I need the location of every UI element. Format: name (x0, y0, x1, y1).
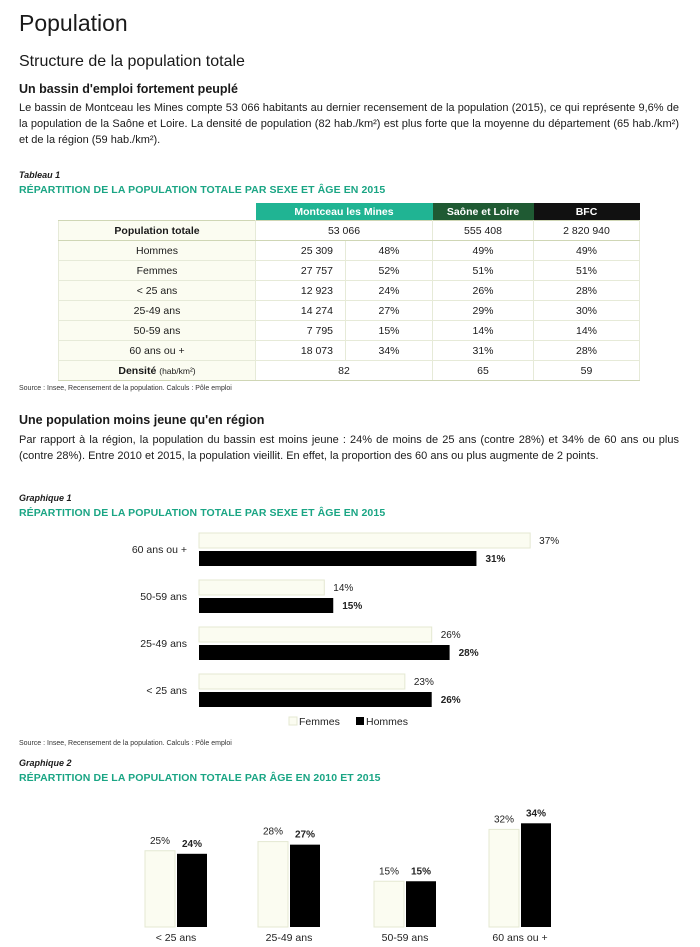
cell-saone: 14% (433, 321, 534, 341)
cell-bfc: 28% (534, 281, 640, 301)
table-header-row (59, 203, 640, 221)
data-label: 15% (410, 866, 432, 878)
category-label: 50-59 ans (140, 591, 187, 603)
bar-femmes (199, 627, 432, 642)
row-label: 50-59 ans (59, 321, 256, 341)
bar-hommes (199, 645, 450, 660)
density-unit: (hab/km²) (159, 365, 196, 376)
legend-label: Femmes (299, 716, 340, 728)
bar-light (145, 851, 175, 927)
data-label: 15% (342, 601, 363, 612)
category-label: 60 ans ou + (131, 544, 187, 556)
row-label: < 25 ans (59, 281, 256, 301)
data-label: 37% (539, 536, 560, 547)
cell-bfc: 2 820 940 (534, 221, 640, 241)
cell-count: 7 795 (256, 321, 346, 341)
data-label: 34% (525, 808, 547, 820)
cell-pct: 24% (346, 281, 433, 301)
table-row (59, 321, 640, 341)
table1-label: Tableau 1 (19, 170, 61, 180)
bar-hommes (199, 598, 333, 613)
cell-count: 12 923 (256, 281, 346, 301)
cell-count: 25 309 (256, 241, 346, 261)
table-row (59, 261, 640, 281)
data-label: 15% (378, 866, 400, 878)
table-row-density (59, 361, 640, 381)
data-label: 26% (440, 630, 461, 641)
section2-text: Par rapport à la région, la population du bassin est moins jeune : 24% de moins de 25 ans (contre 28%) et 34% de 60 ans ou plus (contre 28%). Entre 2010 et 2015, la population vieillit. En effet, la proportion des 60 ans ou plus augmente de 2 points. (19, 434, 679, 462)
cell-count: 14 274 (256, 301, 346, 321)
population-table (58, 203, 640, 381)
graph1-source: Source : Insee, Recensement de la population. Calculs : Pôle emploi (19, 740, 232, 747)
legend-swatch-femmes (289, 717, 297, 725)
category-label: 25-49 ans (265, 932, 313, 944)
cell-count: 27 757 (256, 261, 346, 281)
cell-bfc: 51% (534, 261, 640, 281)
col-saone: Saône et Loire (433, 203, 534, 221)
section1-text: Le bassin de Montceau les Mines compte 53 066 habitants au dernier recensement de la population (2015), ce qui représente 9,6% de la population de la Saône et Loire. La densité de population (82 hab./km²) est plus forte que la moyenne du département (65 hab./km²) et de la région (59 hab./km²). (19, 102, 679, 146)
cell-bfc: 59 (534, 361, 640, 381)
table-row (59, 281, 640, 301)
cell-saone: 51% (433, 261, 534, 281)
bar-dark (290, 845, 320, 927)
data-label: 25% (149, 835, 171, 847)
bar-dark (521, 823, 551, 927)
col-bfc: BFC (534, 203, 640, 221)
data-label: 26% (440, 695, 461, 706)
row-label: 25-49 ans (59, 301, 256, 321)
bar-femmes (199, 674, 405, 689)
graph2-label: Graphique 2 (19, 758, 72, 768)
cell-saone: 49% (433, 241, 534, 261)
category-label: < 25 ans (146, 685, 187, 697)
cell-saone: 29% (433, 301, 534, 321)
cell-count: 18 073 (256, 341, 346, 361)
cell-pct: 34% (346, 341, 433, 361)
cell-pct: 52% (346, 261, 433, 281)
data-label: 32% (493, 814, 515, 826)
cell-pct: 15% (346, 321, 433, 341)
graph1-title: RÉPARTITION DE LA POPULATION TOTALE PAR SEXE ET ÂGE EN 2015 (19, 507, 386, 519)
population-sex-age-chart (0, 525, 700, 737)
data-label: 24% (181, 838, 203, 850)
legend-swatch-hommes (356, 717, 364, 725)
graph1-label: Graphique 1 (19, 493, 72, 503)
row-label: Femmes (59, 261, 256, 281)
data-label: 23% (413, 677, 434, 688)
col-montceau: Montceau les Mines (256, 203, 433, 221)
cell-bfc: 28% (534, 341, 640, 361)
table-row (59, 301, 640, 321)
data-label: 14% (333, 583, 354, 594)
table-row (59, 241, 640, 261)
section-heading: Structure de la population totale (19, 53, 245, 70)
population-age-chart (0, 790, 700, 947)
cell-saone: 31% (433, 341, 534, 361)
row-label: Hommes (59, 241, 256, 261)
section2-title: Une population moins jeune qu'en région (19, 413, 265, 427)
table-row-total (59, 221, 640, 241)
cell-saone: 555 408 (433, 221, 534, 241)
row-label: 60 ans ou + (59, 341, 256, 361)
bar-femmes (199, 533, 530, 548)
cell-montceau: 82 (256, 361, 433, 381)
category-label: < 25 ans (155, 932, 197, 944)
bar-light (489, 829, 519, 927)
row-label: Population totale (59, 221, 256, 241)
table1-source: Source : Insee, Recensement de la population. Calculs : Pôle emploi (19, 385, 232, 392)
legend-label: Hommes (366, 716, 409, 728)
bar-hommes (199, 692, 432, 707)
bar-hommes (199, 551, 476, 566)
page-title: Population (19, 10, 128, 36)
data-label: 27% (294, 829, 316, 841)
bar-light (258, 842, 288, 927)
cell-bfc: 49% (534, 241, 640, 261)
table-row (59, 341, 640, 361)
row-label (59, 361, 256, 381)
data-label: 28% (458, 648, 479, 659)
cell-bfc: 30% (534, 301, 640, 321)
bar-dark (177, 854, 207, 927)
bar-light (374, 881, 404, 927)
section1-title: Un bassin d'emploi fortement peuplé (19, 82, 238, 96)
cell-pct: 27% (346, 301, 433, 321)
category-label: 60 ans ou + (492, 932, 548, 944)
cell-pct: 48% (346, 241, 433, 261)
table1-title: RÉPARTITION DE LA POPULATION TOTALE PAR SEXE ET ÂGE EN 2015 (19, 184, 386, 196)
cell-saone: 26% (433, 281, 534, 301)
category-label: 50-59 ans (381, 932, 429, 944)
category-label: 25-49 ans (140, 638, 187, 650)
data-label: 31% (485, 554, 506, 565)
data-label: 28% (262, 826, 284, 838)
density-label: Densité (118, 364, 157, 377)
bar-dark (406, 881, 436, 927)
graph2-title: RÉPARTITION DE LA POPULATION TOTALE PAR ÂGE EN 2010 ET 2015 (19, 772, 381, 784)
bar-femmes (199, 580, 324, 595)
cell-saone: 65 (433, 361, 534, 381)
cell-bfc: 14% (534, 321, 640, 341)
cell-montceau: 53 066 (256, 221, 433, 241)
